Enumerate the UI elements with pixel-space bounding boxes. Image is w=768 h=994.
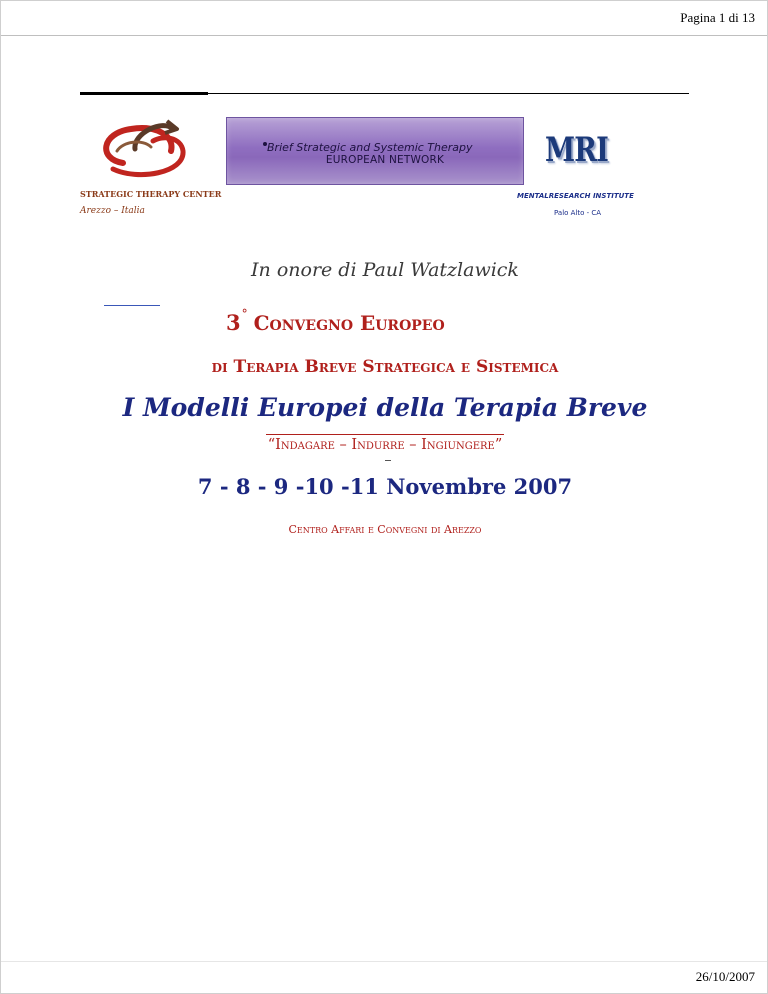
- motto-text: “Indagare – Indurre – Ingiungere”: [266, 434, 505, 455]
- therapy-subtitle: di Terapia Breve Strategica e Sistemica: [211, 357, 559, 377]
- honor-dedication: In onore di Paul Watzlawick: [251, 259, 519, 281]
- convention-number: 3: [226, 310, 241, 335]
- footer-rule: [1, 961, 767, 962]
- header-rule-thick: [80, 92, 208, 95]
- models-title: I Modelli Europei della Terapia Breve: [122, 393, 648, 422]
- network-banner: [226, 117, 524, 185]
- convention-heading: [226, 307, 445, 335]
- spiral-arrow-logo-icon: [93, 111, 193, 183]
- right-org-place: Palo Alto - CA: [554, 209, 602, 217]
- venue: Centro Affari e Convegni di Arezzo: [288, 523, 482, 536]
- left-org-place: Arezzo – Italia: [80, 206, 145, 216]
- small-blue-rule: [104, 305, 160, 306]
- mri-logo: MRI: [545, 130, 609, 170]
- motto-line: [1, 434, 768, 455]
- left-org-name: STRATEGIC THERAPY CENTER: [80, 189, 222, 199]
- page-number: Pagina 1 di 13: [680, 10, 755, 25]
- convention-title: Convegno Europeo: [253, 311, 445, 335]
- right-org-name: MENTALRESEARCH INSTITUTE: [517, 192, 634, 200]
- page-header: [1, 1, 767, 36]
- header-rule-thin: [208, 93, 689, 94]
- print-date: 26/10/2007: [695, 969, 755, 984]
- motto-dash: [385, 460, 391, 461]
- degree-sign: °: [241, 307, 248, 321]
- banner-subtitle: EUROPEAN NETWORK: [325, 154, 445, 166]
- banner-title: Brief Strategic and Systemic Therapy: [267, 141, 473, 154]
- event-dates: 7 - 8 - 9 -10 -11 Novembre 2007: [197, 474, 573, 499]
